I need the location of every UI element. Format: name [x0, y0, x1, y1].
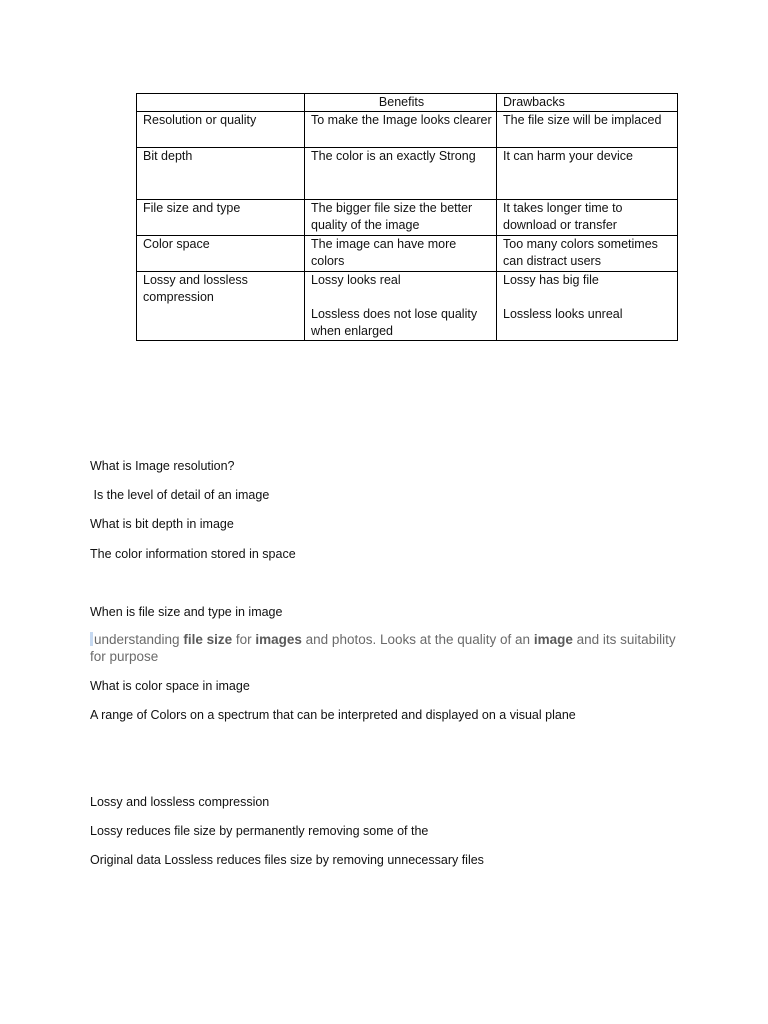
benefits-line-1: Lossy looks real [311, 273, 401, 287]
benefits-cell: The color is an exactly Strong [305, 148, 497, 200]
question-compression: Lossy and lossless compression [90, 795, 270, 809]
text-cursor [90, 632, 93, 646]
comparison-table [136, 93, 678, 341]
drawbacks-cell: It takes longer time to download or transfer [497, 200, 678, 236]
question-bit-depth: What is bit depth in image [90, 517, 234, 531]
drawbacks-cell [497, 272, 678, 341]
answer-file-size: understanding file size for images and photos. Looks at the quality of an image and its suitability for purpose [90, 632, 676, 664]
header-cell-drawbacks: Drawbacks [497, 94, 678, 112]
answer-lossy: Lossy reduces file size by permanently removing some of the [90, 824, 429, 838]
drawbacks-line-1: Lossy has big file [503, 273, 599, 287]
benefits-cell: The bigger file size the better quality of the image [305, 200, 497, 236]
benefits-cell [305, 272, 497, 341]
topic-cell: Bit depth [137, 148, 305, 200]
topic-cell: File size and type [137, 200, 305, 236]
table-header-row [137, 94, 678, 112]
table-row [137, 148, 678, 200]
question-file-size: When is file size and type in image [90, 605, 283, 619]
answer-image-resolution: Is the level of detail of an image [90, 488, 270, 502]
table-row [137, 112, 678, 148]
table-row [137, 272, 678, 341]
table-row [137, 200, 678, 236]
topic-cell: Lossy and lossless compression [137, 272, 305, 341]
answer-lossless: Original data Lossless reduces files size by removing unnecessary files [90, 853, 484, 867]
drawbacks-cell: Too many colors sometimes can distract users [497, 236, 678, 272]
benefits-cell: The image can have more colors [305, 236, 497, 272]
drawbacks-line-2: Lossless looks unreal [503, 307, 623, 321]
table-row [137, 236, 678, 272]
header-cell-benefits: Benefits [305, 94, 497, 112]
drawbacks-cell: It can harm your device [497, 148, 678, 200]
answer-bit-depth: The color information stored in space [90, 547, 296, 561]
benefits-line-2: Lossless does not lose quality when enlarged [311, 307, 478, 338]
topic-cell: Color space [137, 236, 305, 272]
topic-cell: Resolution or quality [137, 112, 305, 148]
drawbacks-cell: The file size will be implaced [497, 112, 678, 148]
question-image-resolution: What is Image resolution? [90, 459, 235, 473]
answer-color-space: A range of Colors on a spectrum that can be interpreted and displayed on a visual plane [90, 708, 576, 722]
benefits-cell: To make the Image looks clearer [305, 112, 497, 148]
question-color-space: What is color space in image [90, 679, 250, 693]
header-cell-topic [137, 94, 305, 112]
